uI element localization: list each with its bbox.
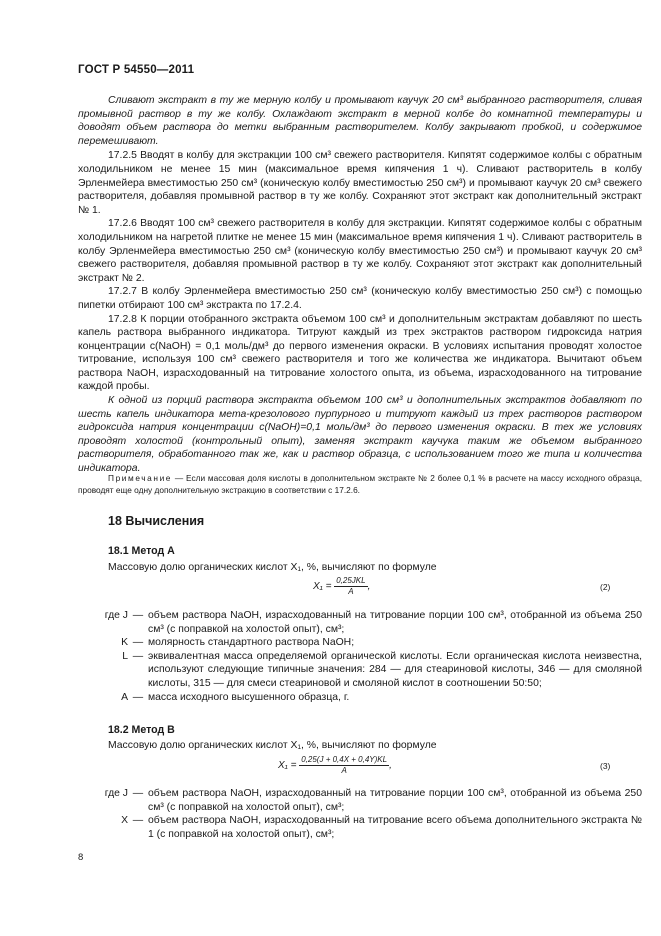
definition-term: A — [121, 691, 128, 703]
document-header: ГОСТ Р 54550—2011 — [78, 64, 195, 76]
section-title: 18 Вычисления — [108, 514, 205, 528]
definition-text: эквивалентная масса определяемой органической кислоты. Если органическая кислота неизвестна, используют следующие типичные значения: 284 — для стеариновой кислоты, 346 — для смоляной кислоты, 315 — для смеси стеариновой и смоляной кислот в соотношении 50:50; — [148, 650, 642, 689]
formula-3-tail: , — [389, 760, 392, 772]
definition-item: X — объем раствора NaOH, израсходованный на титрование всего объема дополнительного экстракта № 1 (с поправкой на холостой опыт), см³; — [78, 814, 642, 841]
definition-item: A — масса исходного высушенного образца, г. — [78, 691, 642, 705]
formula-3-fraction — [299, 755, 389, 776]
paragraph-17-2-6: 17.2.6 Вводят 100 см³ свежего растворителя в колбу для экстракции. Кипятят содержимое колбы с обратным холодильником на нагретой плитке не менее 15 мин (максимальное время кипячения 1 ч). Сливают растворитель в колбу Эрленмейера вместимостью 250 см³ (коническую колбу вместимостью 250 см³) и промывают каучук 20 см³ свежего растворителя, добавляя промывной раствор в ту же колбу. Сохраняют этот экстракт как дополнительный экстракт № 2. — [78, 218, 642, 284]
definition-item: L — эквивалентная масса определяемой органической кислоты. Если органическая кислота неизвестна, используют следующие типичные значения: 284 — для стеариновой кислоты, 346 — для смоляной кислоты, 315 — для смеси стеариновой и смоляной кислот в соотношении 50:50; — [78, 650, 642, 691]
formula-3-lhs: X₁ = — [278, 760, 297, 772]
formula-3 — [278, 755, 392, 776]
paragraph-indicator: К одной из порций раствора экстракта объемом 100 см³ и дополнительных экстрактов добавляют по шесть капель индикатора мета-крезолового пурпурного и титруют каждый из трех растворов раствором гидроксида натрия концентрации с(NaOH)=0,1 моль/дм³ до первого изменения окраски. В тех же условиях проводят холостой (контрольный опыт), заменяя экстракт каучука таким же объемом выбранного растворителя, обработанного так же, как и раствор образца, с использованием того же типа и количества индикатора. — [78, 395, 642, 475]
definition-item: где J — объем раствора NaOH, израсходованный на титрование порции 100 см³, отобранной из объема 250 см³ (с поправкой на холостой опыт), см³; — [78, 609, 642, 636]
note-text: — Если массовая доля кислоты в дополнительном экстракте № 2 более 0,1 % в расчете на массу исходного образца, проводят еще одну дополнительную экстракцию в соответствии с 17.2.6. — [78, 473, 642, 496]
equation-number-3: (3) — [600, 761, 611, 771]
formula-3-denominator: A — [341, 766, 347, 775]
formula-3-numerator: 0,25(J + 0,4X + 0,4Y)KL — [301, 755, 388, 764]
definition-text: масса исходного высушенного образца, г. — [148, 691, 350, 703]
paragraph-17-2-5: 17.2.5 Вводят в колбу для экстракции 100 см³ свежего растворителя. Кипятят содержимое колбы с обратным холодильником не менее 15 мин (максимальное время кипячения 1 ч). Сливают растворитель в колбу Эрленмейера вместимостью 250 см³ (коническую колбу вместимостью 250 см³) и промывают каучук 20 см³ свежего растворителя, добавляя промывной раствор в ту же колбу. Сохраняют этот экстракт как дополнительный экстракт № 1. — [78, 150, 642, 216]
equation-number-2: (2) — [600, 582, 611, 592]
page-number: 8 — [78, 852, 84, 863]
method-a-intro: Массовую долю органических кислот X₁, %, вычисляют по формуле — [108, 562, 437, 573]
definition-text: объем раствора NaOH, израсходованный на титрование всего объема дополнительного экстракта № 1 (с поправкой на холостой опыт), см³; — [148, 815, 642, 840]
formula-2-fraction — [334, 576, 367, 597]
definition-item: где J — объем раствора NaOH, израсходованный на титрование порции 100 см³, отобранной из объема 250 см³ (с поправкой на холостой опыт), см³; — [78, 787, 642, 814]
definition-item: K — молярность стандартного раствора NaOH; — [78, 636, 642, 650]
text-block — [78, 94, 642, 476]
formula-2-lhs: X₁ = — [313, 581, 332, 593]
definition-term: где J — [104, 788, 128, 799]
definition-term: где J — [104, 610, 128, 621]
definition-term: X — [121, 815, 128, 827]
formula-2 — [313, 576, 370, 597]
note — [78, 472, 642, 496]
definition-text: молярность стандартного раствора NaOH; — [148, 637, 355, 649]
definition-text: объем раствора NaOH, израсходованный на титрование порции 100 см³, отобранной из объема 250 см³ (с поправкой на холостой опыт), см³; — [148, 788, 642, 813]
formula-2-tail: , — [367, 581, 371, 593]
formula-2-denominator: A — [348, 587, 354, 596]
method-a-title: 18.1 Метод А — [108, 545, 175, 557]
formula-2-numerator: 0,25JKL — [336, 576, 366, 585]
method-b-definitions — [78, 787, 642, 841]
paragraph-intro: Сливают экстракт в ту же мерную колбу и промывают каучук 20 см³ выбранного растворителя, сливая промывной раствор в ту же колбу. Охлаждают экстракт в мерной колбе до комнатной температуры и доводят объем раствора до метки выбранным растворителем. Колбу закрывают пробкой, и содержимое перемешивают. — [78, 95, 642, 147]
method-b-title: 18.2 Метод В — [108, 724, 175, 736]
method-b-intro: Массовую долю органических кислот X₁, %, вычисляют по формуле — [108, 740, 437, 751]
paragraph-17-2-8: 17.2.8 К порции отобранного экстракта объемом 100 см³ и дополнительным экстрактам добавляют по шесть капель раствора выбранного индикатора. Титруют каждый из трех экстрактов раствором гидроксида натрия концентрации с(NaOH) = 0,1 моль/дм³ до первого изменения окраски. В условиях испытания проводят холостое титрование, используя 100 см³ свежего растворителя и того же количества же индикатора. Вычитают объем раствора NaOH, израсходованный на титрование холостого опыта, из объема, израсходованного на титрование каждой пробы. — [78, 313, 642, 393]
definition-term: L — [122, 650, 128, 662]
method-a-definitions — [78, 609, 642, 704]
definition-term: K — [121, 637, 128, 649]
note-label: Примечание — [108, 473, 173, 483]
paragraph-17-2-7: 17.2.7 В колбу Эрленмейера вместимостью 250 см³ (коническую колбу вместимостью 250 см³) с помощью пипетки отбирают 100 см³ экстракта по 17.2.4. — [78, 286, 642, 311]
definition-text: объем раствора NaOH, израсходованный на титрование порции 100 см³, отобранной из объема 250 см³ (с поправкой на холостой опыт), см³; — [148, 610, 642, 635]
